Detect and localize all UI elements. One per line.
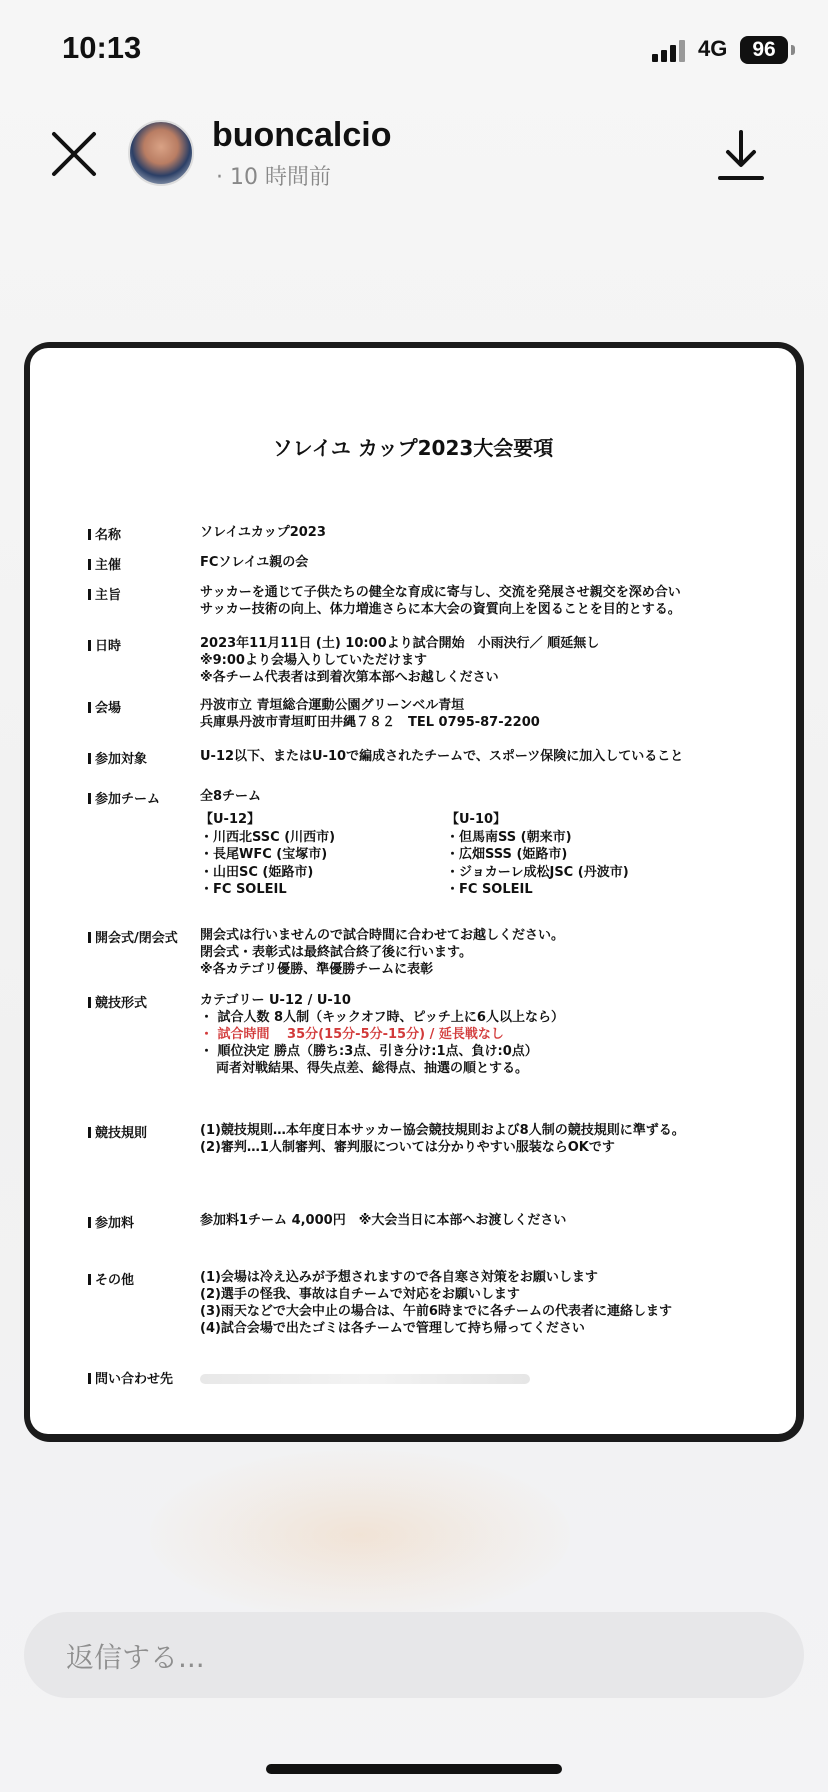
- other-line-2: (2)選手の怪我、事故は自チームで対応をお願いします: [200, 1287, 520, 1302]
- ceremony-label: 開会式/閉会式: [88, 927, 178, 946]
- download-icon: [716, 128, 766, 184]
- post-time: · 10 時間前: [216, 165, 331, 190]
- blurred-contact: [200, 1374, 530, 1384]
- username[interactable]: buoncalcio: [212, 116, 392, 154]
- venue-line-2: 兵庫県丹波市青垣町田井縄７８２ TEL 0795-87-2200: [200, 715, 540, 730]
- date-line-3: ※各チーム代表者は到着次第本部へお越しください: [200, 670, 499, 685]
- date-line-1: 2023年11月11日 (土) 10:00より試合開始 小雨決行／ 順延無し: [200, 636, 600, 651]
- document-title: ソレイユ カップ2023大会要項: [272, 436, 554, 460]
- ceremony-line-2: 閉会式・表彰式は最終試合終了後に行います。: [200, 945, 472, 960]
- purpose-line-1: サッカーを通じて子供たちの健全な育成に寄与し、交流を発展させ親交を深め合い: [200, 585, 681, 600]
- venue-label: 会場: [88, 697, 121, 716]
- story-image: [30, 348, 796, 1434]
- format-line-4: ・ 順位決定 勝点（勝ち:3点、引き分け:1点、負け:0点）: [200, 1044, 538, 1059]
- ceremony-line-1: 開会式は行いませんので試合時間に合わせてお越しください。: [200, 928, 565, 943]
- u10-header: 【U-10】: [446, 812, 507, 827]
- background-blur: [150, 1450, 570, 1620]
- name-label: 名称: [88, 524, 121, 543]
- download-button[interactable]: [716, 128, 766, 184]
- other-line-1: (1)会場は冷え込みが予想されますので各自寒さ対策をお願いします: [200, 1270, 598, 1285]
- host-label: 主催: [88, 554, 121, 573]
- network-label: 4G: [698, 36, 728, 61]
- list-item: ・FC SOLEIL: [200, 882, 287, 897]
- other-line-3: (3)雨天などで大会中止の場合は、午前6時までに各チームの代表者に連絡します: [200, 1304, 672, 1319]
- format-label: 競技形式: [88, 992, 147, 1011]
- date-line-2: ※9:00より会場入りしていただけます: [200, 653, 427, 668]
- list-item: ・山田SC (姫路市): [200, 864, 314, 880]
- purpose-label: 主旨: [88, 584, 121, 603]
- format-line-2: ・ 試合人数 8人制（キックオフ時、ピッチ上に6人以上なら）: [200, 1010, 564, 1025]
- date-label: 日時: [88, 635, 121, 654]
- name-value: ソレイユカップ2023: [200, 525, 326, 540]
- rules-line-1: (1)競技規則…本年度日本サッカー協会競技規則および8人制の競技規則に準ずる。: [200, 1123, 685, 1138]
- list-item: ・川西北SSC (川西市): [200, 829, 336, 845]
- battery-icon: 96: [740, 36, 788, 64]
- format-line-3: ・ 試合時間 35分(15分-5分-15分) / 延長戦なし: [200, 1027, 504, 1042]
- other-line-4: (4)試合会場で出たゴミは各チームで管理して持ち帰ってください: [200, 1321, 585, 1336]
- u10-team-list: [446, 811, 629, 899]
- teams-label: 参加チーム: [88, 788, 160, 807]
- u12-team-list: [200, 811, 335, 899]
- rules-line-2: (2)審判…1人制審判、審判服については分かりやすい服装ならOKです: [200, 1140, 615, 1155]
- format-line-5: 両者対戦結果、得失点差、総得点、抽選の順とする。: [216, 1061, 529, 1076]
- list-item: ・但馬南SS (朝来市): [446, 829, 572, 845]
- story-header: [0, 110, 828, 200]
- purpose-line-2: サッカー技術の向上、体力増進さらに本大会の資質向上を図ることを目的とする。: [200, 602, 681, 617]
- eligibility-value: U-12以下、またはU-10で編成されたチームで、スポーツ保険に加入していること: [200, 749, 684, 764]
- home-indicator[interactable]: [266, 1764, 562, 1774]
- fee-value: 参加料1チーム 4,000円 ※大会当日に本部へお渡しください: [200, 1213, 567, 1228]
- host-value: FCソレイユ親の会: [200, 555, 309, 570]
- avatar[interactable]: [128, 120, 194, 186]
- contact-label: 問い合わせ先: [88, 1368, 173, 1387]
- other-label: その他: [88, 1269, 134, 1288]
- ceremony-line-3: ※各カテゴリ優勝、準優勝チームに表彰: [200, 962, 434, 977]
- close-button[interactable]: [48, 128, 100, 180]
- signal-icon: [652, 38, 692, 62]
- list-item: ・ジョカーレ成松JSC (丹波市): [446, 864, 629, 880]
- format-line-1: カテゴリー U-12 / U-10: [200, 993, 351, 1008]
- rules-label: 競技規則: [88, 1122, 147, 1141]
- eligibility-label: 参加対象: [88, 748, 147, 767]
- u12-header: 【U-12】: [200, 812, 261, 827]
- venue-line-1: 丹波市立 青垣総合運動公園グリーンベル青垣: [200, 698, 465, 713]
- list-item: ・広畑SSS (姫路市): [446, 847, 568, 862]
- reply-placeholder: 返信する...: [66, 1641, 205, 1674]
- list-item: ・FC SOLEIL: [446, 882, 533, 897]
- close-icon: [48, 128, 100, 180]
- status-time: 10:13: [62, 30, 142, 65]
- list-item: ・長尾WFC (宝塚市): [200, 847, 328, 862]
- teams-total: 全8チーム: [200, 789, 262, 804]
- battery-tip: [791, 45, 795, 55]
- status-bar: [0, 0, 828, 100]
- fee-label: 参加料: [88, 1212, 134, 1231]
- reply-input[interactable]: [24, 1612, 804, 1698]
